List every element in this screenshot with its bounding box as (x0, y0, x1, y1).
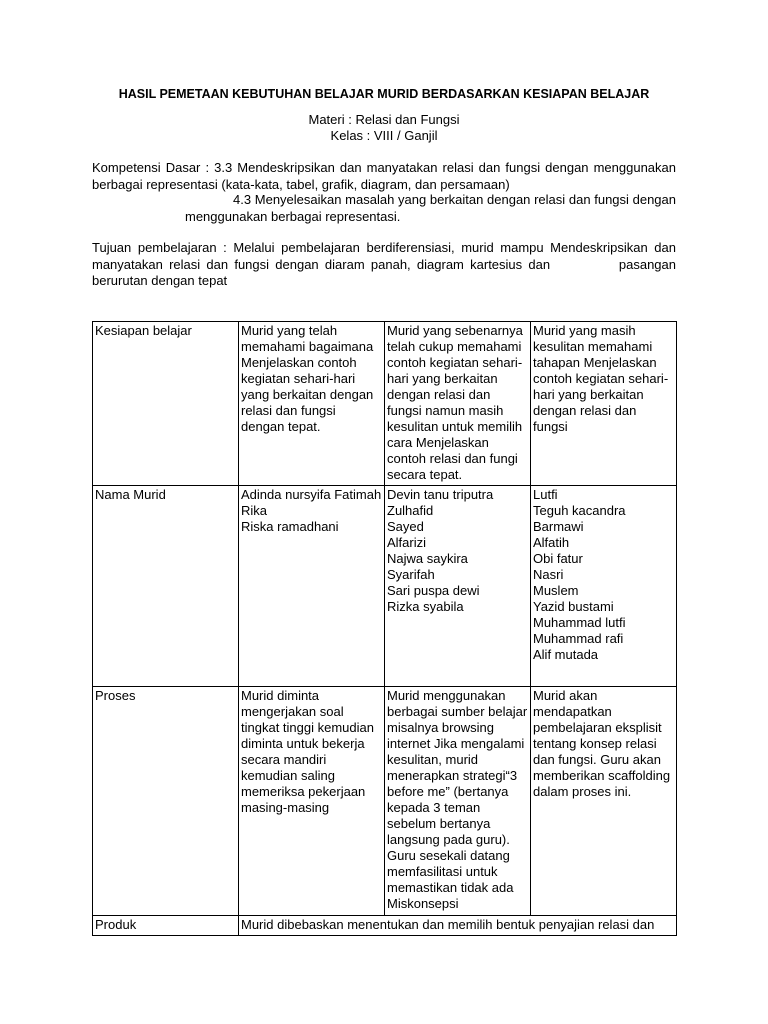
nama-cell-2 (385, 486, 531, 687)
student-name: Obi fatur (533, 551, 583, 566)
student-name: Muhammad rafi (533, 631, 624, 646)
student-name: Zulhafid (387, 503, 434, 518)
mapping-table (92, 321, 677, 936)
student-name: Muhammad lutfi (533, 615, 626, 630)
student-name: Barmawi (533, 519, 584, 534)
materi-line: Materi : Relasi dan Fungsi (308, 112, 460, 127)
student-name: Najwa saykira (387, 551, 468, 566)
student-name: Syarifah (387, 567, 435, 582)
row-label-produk: Produk (93, 916, 239, 936)
row-label-proses: Proses (93, 687, 239, 916)
kelas-line: Kelas : VIII / Ganjil (330, 128, 438, 143)
student-name: Nasri (533, 567, 564, 582)
table-row-nama-murid (93, 486, 677, 687)
kompetensi-dasar-4-3: 4.3 Menyelesaikan masalah yang berkaitan dengan relasi dan fungsi dengan menggunakan berbagai representasi. (185, 192, 676, 224)
student-name: Sari puspa dewi (387, 583, 480, 598)
kesiapan-cell-1: Murid yang telah memahami bagaimana Menjelaskan contoh kegiatan sehari-hari yang berkaitan dengan relasi dan fungsi dengan tepat. (239, 322, 385, 486)
kesiapan-cell-2: Murid yang sebenarnya telah cukup memahami contoh kegiatan sehari-hari yang berkaitan dengan relasi dan fungsi namun masih kesulitan untuk memilih cara Menjelaskan contoh relasi dan fungi secara tepat. (385, 322, 531, 486)
table-row-proses (93, 687, 677, 916)
document-title: HASIL PEMETAAN KEBUTUHAN BELAJAR MURID BERDASARKAN KESIAPAN BELAJAR (118, 87, 650, 101)
produk-cell: Murid dibebaskan menentukan dan memilih bentuk penyajian relasi dan (239, 916, 677, 936)
student-name: Muslem (533, 583, 579, 598)
proses-cell-3: Murid akan mendapatkan pembelajaran eksplisit tentang konsep relasi dan fungsi. Guru akan memberikan scaffolding dalam proses ini. (531, 687, 677, 916)
row-label-kesiapan: Kesiapan belajar (93, 322, 239, 486)
student-name: Riska ramadhani (241, 519, 339, 534)
nama-cell-3 (531, 486, 677, 687)
student-name: Sayed (387, 519, 424, 534)
row-label-nama: Nama Murid (93, 486, 239, 687)
student-name: Alfarizi (387, 535, 427, 550)
student-name: Rizka syabila (387, 599, 464, 614)
student-name: Lutfi (533, 487, 558, 502)
student-name: Alfatih (533, 535, 570, 550)
tujuan-pembelajaran: Tujuan pembelajaran : Melalui pembelajaran berdiferensiasi, murid mampu Mendeskripsikan dan manyatakan relasi dan fungsi dengan diaram panah, diagram kartesius dan pasangan berurutan dengan tepat (92, 240, 680, 288)
student-name: Yazid bustami (533, 599, 614, 614)
proses-cell-1: Murid diminta mengerjakan soal tingkat tinggi kemudian diminta untuk bekerja secara mandiri kemudian saling memeriksa pekerjaan masing-masing (239, 687, 385, 916)
kompetensi-dasar-3-3: Kompetensi Dasar : 3.3 Mendeskripsikan dan manyatakan relasi dan fungsi dengan menggunakan berbagai representasi (kata-kata, tabel, grafik, diagram, dan persamaan) (92, 160, 676, 192)
student-name: Alif mutada (533, 647, 599, 662)
nama-cell-1 (239, 486, 385, 687)
kesiapan-cell-3: Murid yang masih kesulitan memahami tahapan Menjelaskan contoh kegiatan sehari-hari yang berkaitan dengan relasi dan fungsi (531, 322, 677, 486)
student-name: Rika (241, 503, 268, 518)
student-name: Teguh kacandra (533, 503, 626, 518)
table-row-kesiapan (93, 322, 677, 486)
table-row-produk (93, 916, 677, 936)
proses-cell-2: Murid menggunakan berbagai sumber belajar misalnya browsing internet Jika mengalami kesulitan, murid menerapkan strategi“3 before me” (bertanya kepada 3 teman sebelum bertanya langsung pada guru). Guru sesekali datang memfasilitasi untuk memastikan tidak ada Miskonsepsi (385, 687, 531, 916)
student-name: Devin tanu triputra (387, 487, 494, 502)
student-name: Adinda nursyifa Fatimah (241, 487, 382, 502)
